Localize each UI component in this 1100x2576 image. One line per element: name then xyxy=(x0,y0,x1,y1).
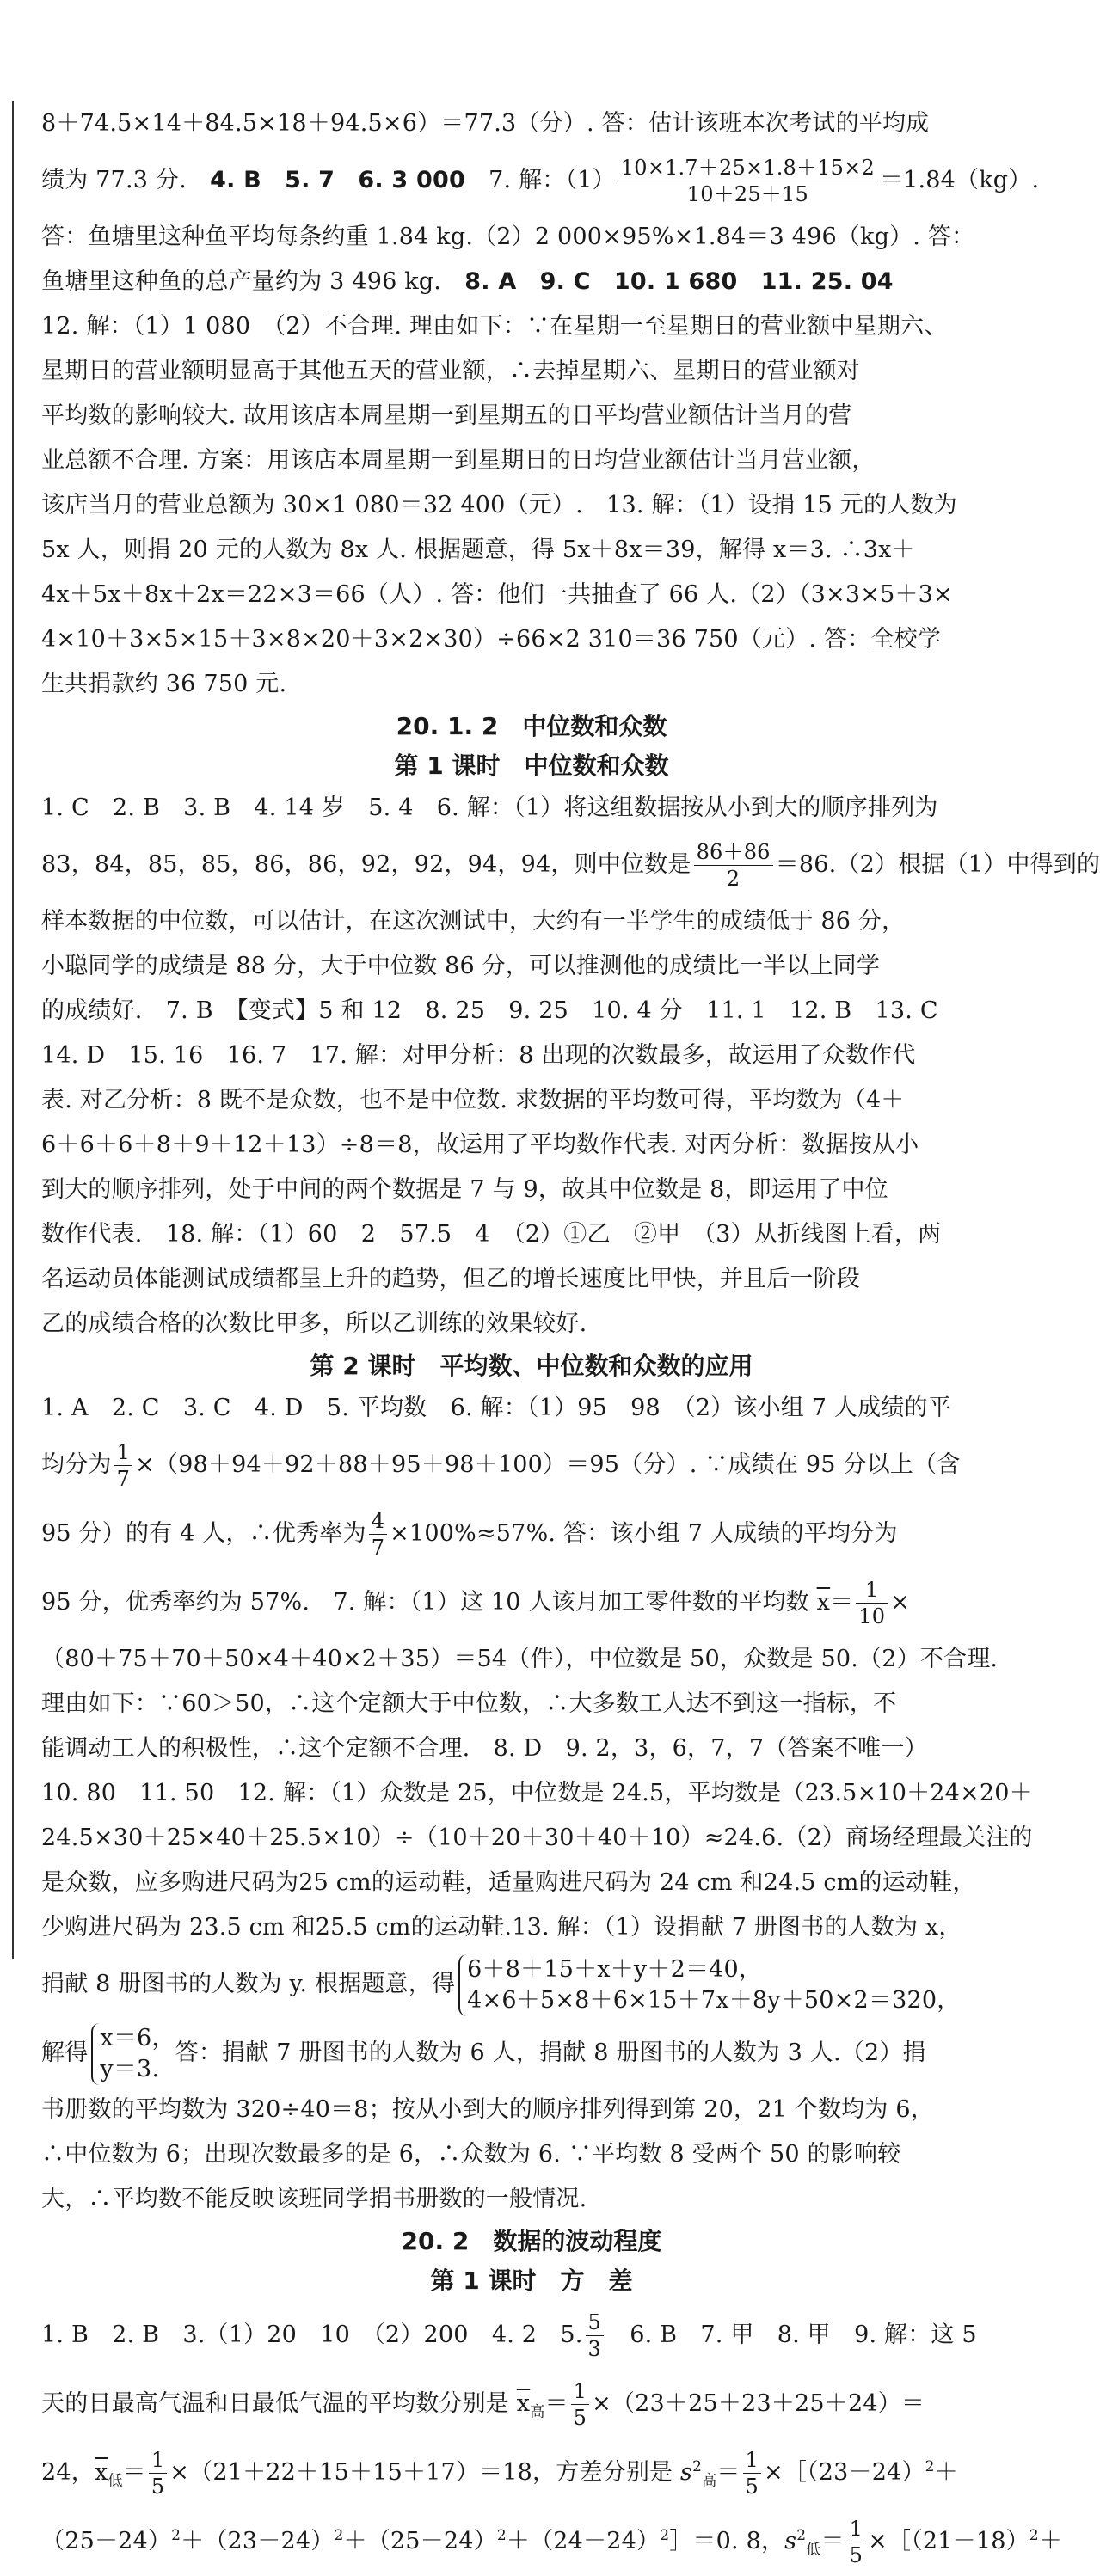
text-line: 书册数的平均数为 320÷40＝8；按从小到大的顺序排列得到第 20，21 个数均为 6， xyxy=(41,2096,934,2123)
solution-system: x＝6， y＝3. xyxy=(91,2023,175,2085)
text-line: 鱼塘里这种鱼的总产量约为 3 496 kg. 8. A 9. C 10. 1 680 11. 25. 04 xyxy=(41,268,894,295)
section-heading: 20. 2 数据的波动程度 xyxy=(401,2227,662,2255)
text-line: 到大的顺序排列，处于中间的两个数据是 7 与 9，故其中位数是 8，即运用了中位 xyxy=(41,1176,888,1203)
text-line: 83，84，85，85，86，86，92，92，94，94，则中位数是 $\frac{86+86}{2}$ ＝86.（2）根据（1）中得到的 xyxy=(41,840,1100,891)
text-line: 95 分，优秀率约为 57%. 7. 解：（1）这 10 人该月加工零件数的平均数 $\overline{x}=$ $\frac{1}{10}$ × xyxy=(41,1578,911,1628)
text-line: 能调动工人的积极性，∴这个定额不合理. 8. D 9. 2，3，6，7，7（答案不唯一） xyxy=(41,1735,928,1762)
section-heading: 20. 1. 2 中位数和众数 xyxy=(396,712,667,740)
text-line: 1. B 2. B 3.（1）20 10 （2）200 4. 2 5. $\frac{5}{3}$ 6. B 7. 甲 8. 甲 9. 解：这 5 xyxy=(41,2310,977,2361)
text-line: 样本数据的中位数，可以估计，在这次测试中，大约有一半学生的成绩低于 86 分， xyxy=(41,908,906,935)
text-line: ∴中位数为 6；出现次数最多的是 6，∴众数为 6. ∵平均数 8 受两个 50 的影响较 xyxy=(41,2141,901,2168)
text-line: 天的日最高气温和日最低气温的平均数分别是 $\overline{x}_高=$ $\frac{1}{5}$ ×（23＋25＋23＋25＋24）＝ xyxy=(41,2379,925,2430)
text-line: 名运动员体能测试成绩都呈上升的趋势，但乙的增长速度比甲快，并且后一阶段 xyxy=(41,1266,860,1292)
text-line: 6＋6＋6＋8＋9＋12＋13）÷8＝8，故运用了平均数作代表. 对丙分析：数据按从小 xyxy=(41,1132,919,1158)
fraction: $\frac{10\times 1.7+25\times 1.8+15\times 2}{10+25+15}$ xyxy=(618,155,877,207)
lesson-heading: 第 2 课时 平均数、中位数和众数的应用 xyxy=(310,1352,753,1380)
text-line: 1. A 2. C 3. C 4. D 5. 平均数 6. 解：（1）95 98 （2）该小组 7 人成绩的平 xyxy=(41,1395,951,1421)
fraction: $\frac{1}{5}$ xyxy=(571,2378,589,2431)
text-line: （80＋75＋70＋50×4＋40×2＋35）＝54（件），中位数是 50，众数是 50.（2）不合理. xyxy=(41,1646,999,1672)
fraction: $\frac{1}{5}$ xyxy=(149,2447,167,2499)
text-line: 大，∴平均数不能反映该班同学捐书册数的一般情况. xyxy=(41,2186,587,2212)
fraction: $\frac{86+86}{2}$ xyxy=(694,839,773,892)
text-line: 业总额不合理. 方案：用该店本周星期一到星期日的日均营业额估计当月营业额， xyxy=(41,447,876,474)
text-line: 4×10＋3×5×15＋3×8×20＋3×2×30）÷66×2 310＝36 750（元）. 答：全校学 xyxy=(41,626,941,653)
text-line: 星期日的营业额明显高于其他五天的营业额，∴去掉星期六、星期日的营业额对 xyxy=(41,358,860,384)
fraction: $\frac{1}{10}$ xyxy=(856,1577,888,1629)
answer-content xyxy=(41,101,1100,2576)
text-line: 是众数，应多购进尺码为25 cm的运动鞋，适量购进尺码为 24 cm 和24.5 cm的运动鞋， xyxy=(41,1869,976,1896)
lesson-heading: 第 1 课时 方 差 xyxy=(430,2266,633,2295)
fraction: $\frac{1}{7}$ xyxy=(114,1439,132,1492)
text-line: 绩为 77.3 分. 4. B 5. 7 6. 3 000 7. 解：（1） $\frac{10\times 1.7+25\times 1.8+15\times 2}{10+25+15}$ ＝1.84（kg）. xyxy=(41,156,1040,206)
text-line: 14. D 15. 16 16. 7 17. 解：对甲分析：8 出现的次数最多，故运用了众数作代 xyxy=(41,1042,916,1069)
fraction: $\frac{1}{5}$ xyxy=(743,2447,761,2499)
text-line: 小聪同学的成绩是 88 分，大于中位数 86 分，可以推测他的成绩比一半以上同学 xyxy=(41,953,881,979)
text-line: 捐献 8 册图书的人数为 y. 根据题意，得 6＋8＋15＋x＋y＋2＝40， 4×6＋5×8＋6×15＋7x＋8y＋50×2＝320， xyxy=(41,1950,1022,2019)
text-line: 乙的成绩合格的次数比甲多，所以乙训练的效果较好. xyxy=(41,1310,587,1337)
fraction: $\frac{1}{5}$ xyxy=(847,2516,865,2568)
fraction: $\frac{5}{3}$ xyxy=(586,2309,604,2362)
text-line: 5x 人，则捐 20 元的人数为 8x 人. 根据题意，得 5x＋8x＝39，解得 x＝3. ∴3x＋ xyxy=(41,537,915,563)
text-line: 表. 对乙分析：8 既不是众数，也不是中位数. 求数据的平均数可得，平均数为（4＋ xyxy=(41,1087,905,1113)
text-line: 4x＋5x＋8x＋2x＝22×3＝66（人）. 答：他们一共抽查了 66 人.（2）（3×3×5＋3× xyxy=(41,581,953,608)
margin-rule xyxy=(12,101,14,1959)
text-line: 少购进尺码为 23.5 cm 和25.5 cm的运动鞋.13. 解：（1）设捐献 7 册图书的人数为 x， xyxy=(41,1914,962,1941)
text-line: 24，$\overline{x}_低=$ $\frac{1}{5}$ ×（21＋22＋15＋15＋17）＝18，方差分别是 $s^2_高=$ $\frac{1}{5}$ $\times[(23-24)^2+$ xyxy=(41,2448,958,2499)
text-line: 解得 x＝6， y＝3. 答：捐献 7 册图书的人数为 6 人，捐献 8 册图书的人数为 3 人.（2）捐 xyxy=(41,2019,1022,2088)
text-line: 均分为 $\frac{1}{7}$ ×（98＋94＋92＋88＋95＋98＋100）＝95（分）. ∵成绩在 95 分以上（含 xyxy=(41,1440,961,1491)
text-line: 生共捐款约 36 750 元. xyxy=(41,671,287,697)
text-line: 12. 解：（1）1 080 （2）不合理. 理由如下：∵在星期一至星期日的营业额中星期六、 xyxy=(41,313,948,340)
text-line: 平均数的影响较大. 故用该店本周星期一到星期五的日平均营业额估计当月的营 xyxy=(41,402,852,429)
equation-system: 6＋8＋15＋x＋y＋2＝40， 4×6＋5×8＋6×15＋7x＋8y＋50×2＝320， xyxy=(458,1954,960,2016)
text-line: 该店当月的营业总额为 30×1 080＝32 400（元）. 13. 解：（1）设捐 15 元的人数为 xyxy=(41,492,957,518)
text-line: 95 分）的有 4 人，∴优秀率为 $\frac{4}{7}$ ×100%≈57%. 答：该小组 7 人成绩的平均分为 xyxy=(41,1509,898,1560)
fraction: $\frac{4}{7}$ xyxy=(369,1508,387,1561)
text-line: 数作代表. 18. 解：（1）60 2 57.5 4 （2）①乙 ②甲 （3）从折线图上看，两 xyxy=(41,1221,942,1248)
text-line: 24.5×30＋25×40＋25.5×10）÷（10＋20＋30＋40＋10）≈24.6.（2）商场经理最关注的 xyxy=(41,1825,1033,1851)
text-line: 理由如下：∵60＞50，∴这个定额大于中位数，∴大多数工人达不到这一指标，不 xyxy=(41,1690,897,1717)
text-line: 10. 80 11. 50 12. 解：（1）众数是 25，中位数是 24.5，平均数是（23.5×10＋24×20＋ xyxy=(41,1780,1033,1806)
lesson-heading: 第 1 课时 中位数和众数 xyxy=(394,751,669,780)
text-line: 8＋74.5×14＋84.5×18＋94.5×6）＝77.3（分）. 答：估计该班本次考试的平均成 xyxy=(41,110,930,137)
text-line: $(25-24)^2+(23-24)^2+(25-24)^2+(24-24)^2]=0$. 8，$s^2_低=$ $\frac{1}{5}$ $\times[(21-18)^2+$ xyxy=(41,2517,1063,2567)
text-line: 的成绩好. 7. B 【变式】5 和 12 8. 25 9. 25 10. 4 分 11. 1 12. B 13. C xyxy=(41,997,938,1024)
text-line: 答：鱼塘里这种鱼平均每条约重 1.84 kg.（2）2 000×95%×1.84＝3 496（kg）. 答： xyxy=(41,224,975,250)
text-line: 1. C 2. B 3. B 4. 14 岁 5. 4 6. 解：（1）将这组数据按从小到大的顺序排列为 xyxy=(41,794,938,821)
